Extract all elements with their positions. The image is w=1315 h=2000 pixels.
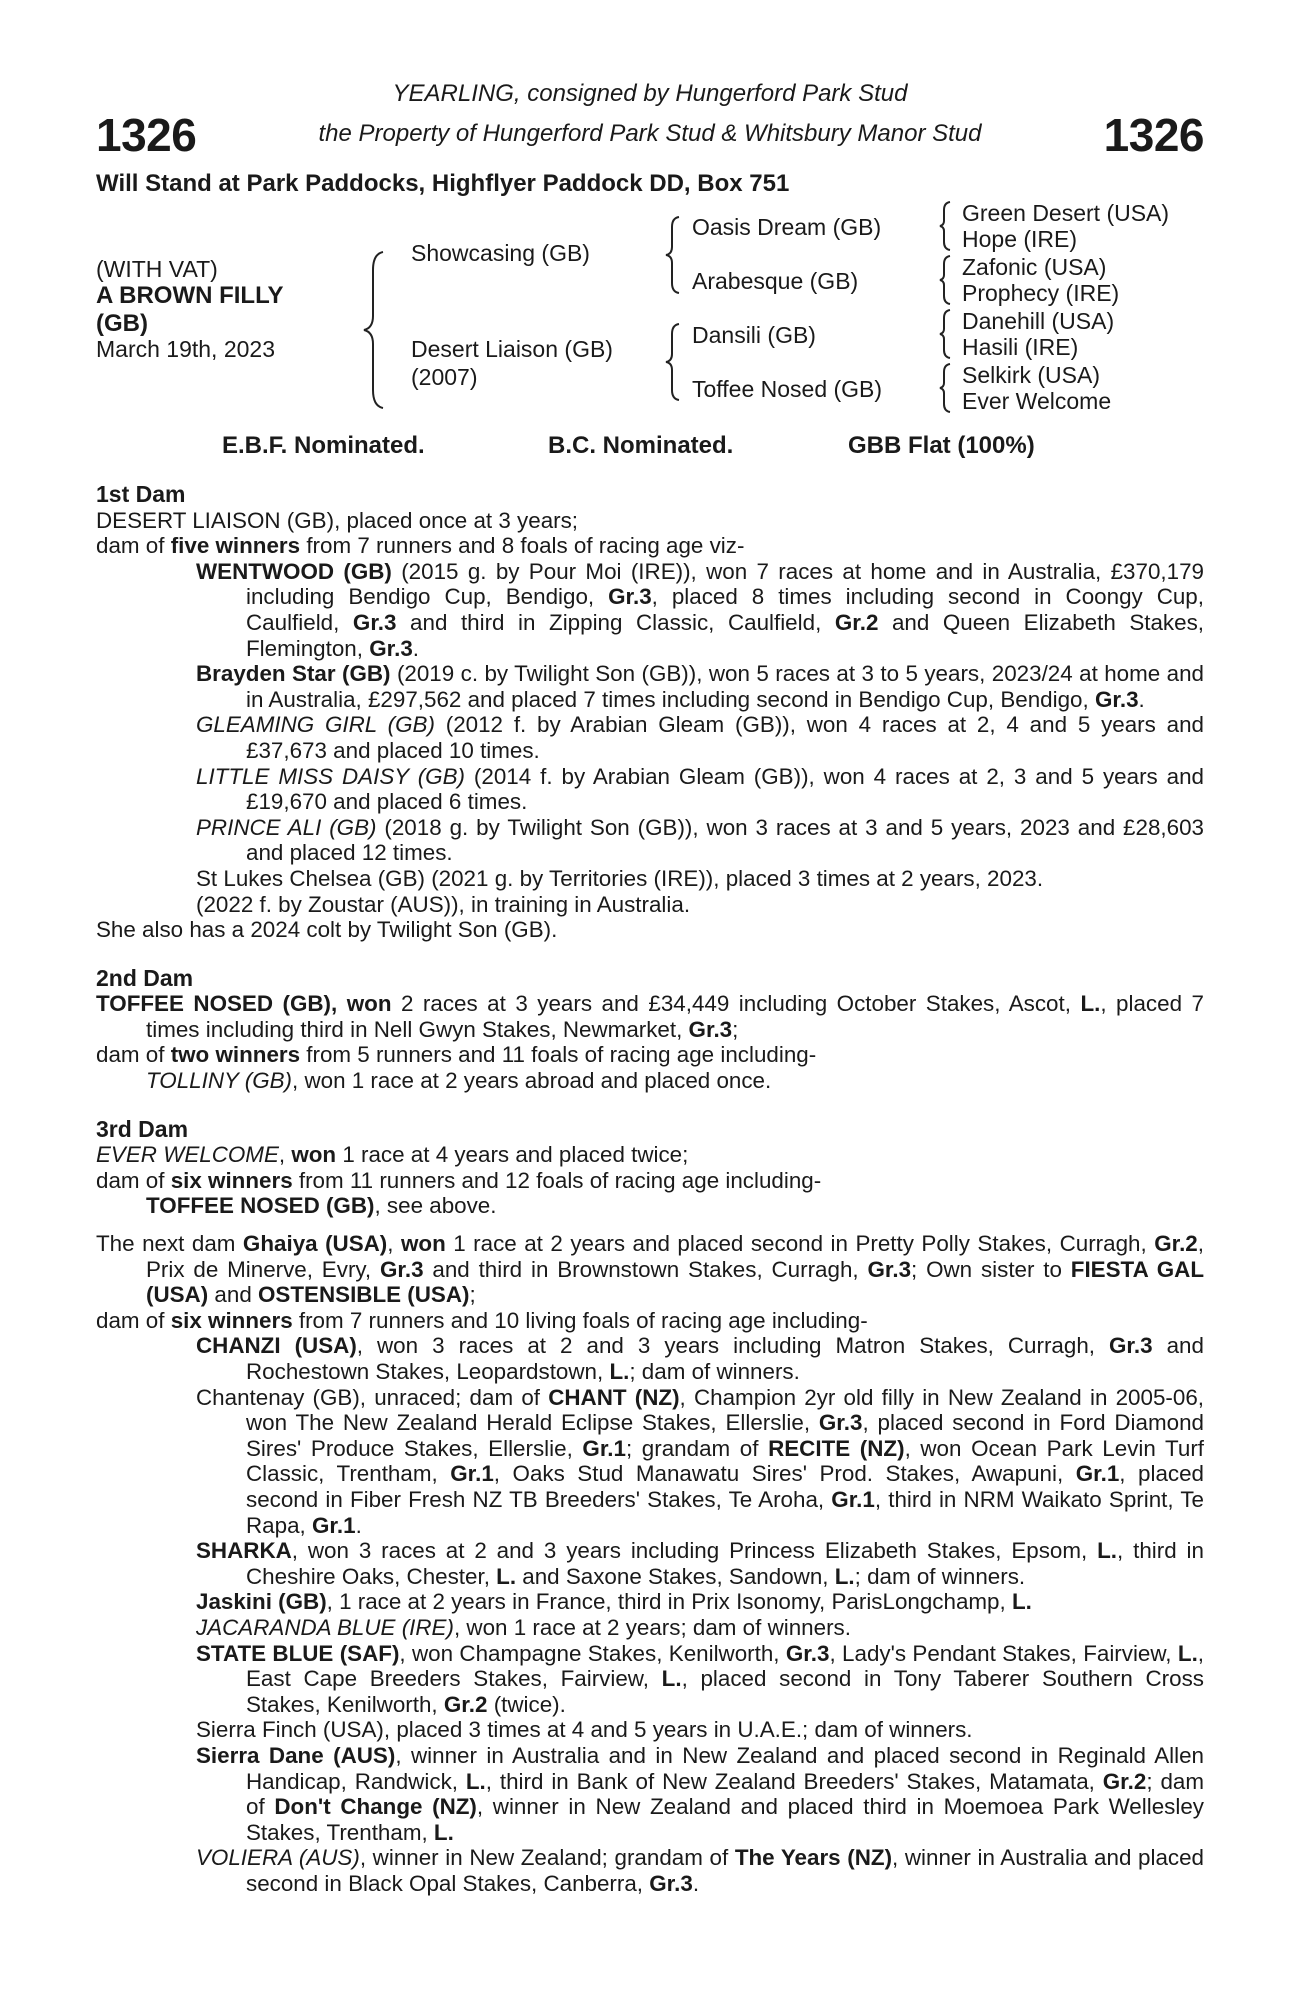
great-grandsire-3: Zafonic (USA) <box>962 254 1107 280</box>
produce-wentwood: WENTWOOD (GB) (2015 g. by Pour Moi (IRE)), won 7 races at home and in Australia, £370,179 including Bendigo Cup, Bendigo, Gr.3, placed 8 times including second in Coongy Cup, Caulfield, Gr.3 and third in Zipping Classic, Caulfield, Gr.2 and Queen Elizabeth Stakes, Flemington, Gr.3. <box>196 558 1204 661</box>
ebf-nomination: E.B.F. Nominated. <box>222 432 425 459</box>
third-dam-heading: 3rd Dam <box>96 1115 189 1142</box>
second-dam-heading: 2nd Dam <box>96 964 194 991</box>
great-grandsire-7: Selkirk (USA) <box>962 362 1101 388</box>
great-grandsire-1: Green Desert (USA) <box>962 200 1170 226</box>
produce-toffee-nosed: TOFFEE NOSED (GB), see above. <box>146 1193 497 1219</box>
consignment-line-1: YEARLING, consigned by Hungerford Park Stud <box>392 80 908 107</box>
brace-dam <box>663 322 683 402</box>
lot-number-left: 1326 <box>96 109 197 161</box>
great-grandsire-5: Danehill (USA) <box>962 308 1115 334</box>
produce-sierra-dane: Sierra Dane (AUS), winner in Australia and in New Zealand and placed second in Reginald Allen Handicap, Randwick, L., third in Bank of New Zealand Breeders' Stakes, Matamata, Gr.2; dam of Don't Change (NZ), winner in New Zealand and placed third in Moemoea Park Wellesley Stakes, Trentham, L. <box>196 1742 1205 1845</box>
dam-dam: Toffee Nosed (GB) <box>692 376 883 402</box>
produce-2024-colt: She also has a 2024 colt by Twilight Son (GB). <box>96 917 558 943</box>
brace-g2 <box>938 254 954 306</box>
produce-little-miss-daisy: LITTLE MISS DAISY (GB) (2014 f. by Arabian Gleam (GB)), won 4 races at 2, 3 and 5 years and £19,670 and placed 6 times. <box>196 763 1205 815</box>
produce-2022-filly: (2022 f. by Zoustar (AUS)), in training in Australia. <box>196 891 691 917</box>
third-dam-line: EVER WELCOME, won 1 race at 4 years and placed twice; <box>96 1142 689 1168</box>
brace-sire <box>663 215 683 295</box>
produce-gleaming-girl: GLEAMING GIRL (GB) (2012 f. by Arabian Gleam (GB)), won 4 races at 2, 4 and 5 years and £37,673 and placed 10 times. <box>196 712 1205 763</box>
foaling-date: March 19th, 2023 <box>96 336 276 362</box>
dam: Desert Liaison (GB) <box>411 336 613 362</box>
next-dam-line: The next dam Ghaiya (USA), won 1 race at 2 years and placed second in Pretty Polly Stakes, Curragh, Gr.2, Prix de Minerve, Evry, Gr.3 and third in Brownstown Stakes, Curragh, Gr.3; Own sister to FIESTA GAL (USA) and OSTENSIBLE (USA); <box>96 1231 1204 1308</box>
consignment-line-2: the Property of Hungerford Park Stud & Whitsbury Manor Stud <box>318 120 982 147</box>
produce-tolliny: TOLLINY (GB), won 1 race at 2 years abroad and placed once. <box>146 1068 772 1094</box>
sire-sire: Oasis Dream (GB) <box>692 214 882 240</box>
next-dam-summary: dam of six winners from 7 runners and 10 living foals of racing age including- <box>96 1307 868 1333</box>
produce-sharka: SHARKA, won 3 races at 2 and 3 years including Princess Elizabeth Stakes, Epsom, L., third in Cheshire Oaks, Chester, L. and Saxone Stakes, Sandown, L.; dam of winners. <box>196 1538 1204 1589</box>
second-dam-line: TOFFEE NOSED (GB), won 2 races at 3 years and £34,449 including October Stakes, Ascot, L., placed 7 times including third in Nell Gwyn Stakes, Newmarket, Gr.3; <box>96 991 1204 1042</box>
produce-state-blue: STATE BLUE (SAF), won Champagne Stakes, Kenilworth, Gr.3, Lady's Pendant Stakes, Fairview, L., East Cape Breeders Stakes, Fairview, L., placed second in Tony Taberer Southern Cross Stakes, Kenilworth, Gr.2 (twice). <box>196 1640 1205 1717</box>
brace-g4 <box>938 362 954 414</box>
first-dam-heading: 1st Dam <box>96 481 186 507</box>
first-dam-summary: dam of five winners from 7 runners and 8 foals of racing age viz- <box>96 533 745 559</box>
dam-sire: Dansili (GB) <box>692 322 816 348</box>
first-dam-line: DESERT LIAISON (GB), placed once at 3 years; <box>96 507 579 533</box>
bc-nomination: B.C. Nominated. <box>548 432 734 459</box>
produce-brayden-star: Brayden Star (GB) (2019 c. by Twilight Son (GB)), won 5 races at 3 to 5 years, 2023/24 at home and in Australia, £297,562 and placed 7 times including second in Bendigo Cup, Bendigo, Gr.3. <box>196 661 1205 712</box>
great-grandsire-6: Hasili (IRE) <box>962 334 1079 360</box>
stand-location: Will Stand at Park Paddocks, Highflyer Paddock DD, Box 751 <box>96 170 790 197</box>
produce-prince-ali: PRINCE ALI (GB) (2018 g. by Twilight Son (GB)), won 3 races at 3 and 5 years, 2023 and £28,603 and placed 12 times. <box>196 814 1204 866</box>
great-grandsire-8: Ever Welcome <box>962 388 1112 414</box>
third-dam-summary: dam of six winners from 11 runners and 12 foals of racing age including- <box>96 1167 822 1193</box>
sire-dam: Arabesque (GB) <box>692 268 859 294</box>
dam-year: (2007) <box>411 364 478 390</box>
produce-jacaranda-blue: JACARANDA BLUE (IRE), won 1 race at 2 years; dam of winners. <box>196 1614 851 1640</box>
produce-record <box>96 482 1204 1896</box>
produce-sierra-finch: Sierra Finch (USA), placed 3 times at 4 and 5 years in U.A.E.; dam of winners. <box>196 1717 973 1743</box>
pedigree-table <box>96 200 1204 420</box>
horse-description-1: A BROWN FILLY <box>96 282 284 309</box>
gbb-flat: GBB Flat (100%) <box>848 432 1035 459</box>
brace-main <box>361 250 391 410</box>
produce-chantenay: Chantenay (GB), unraced; dam of CHANT (NZ), Champion 2yr old filly in New Zealand in 2005-06, won The New Zealand Herald Eclipse Stakes, Ellerslie, Gr.3, placed second in Ford Diamond Sires' Produce Stakes, Ellerslie, Gr.1; grandam of RECITE (NZ), won Ocean Park Levin Turf Classic, Trentham, Gr.1, Oaks Stud Manawatu Sires' Prod. Stakes, Awapuni, Gr.1, placed second in Fiber Fresh NZ TB Breeders' Stakes, Te Aroha, Gr.1, third in NRM Waikato Sprint, Te Rapa, Gr.1. <box>196 1384 1204 1538</box>
vat-note: (WITH VAT) <box>96 256 218 282</box>
brace-g3 <box>938 308 954 360</box>
produce-jaskini: Jaskini (GB), 1 race at 2 years in France, third in Prix Isonomy, ParisLongchamp, L. <box>196 1589 1032 1615</box>
sire: Showcasing (GB) <box>411 240 590 266</box>
horse-description-2: (GB) <box>96 310 148 337</box>
produce-chanzi: CHANZI (USA), won 3 races at 2 and 3 years including Matron Stakes, Curragh, Gr.3 and Rochestown Stakes, Leopardstown, L.; dam of winners. <box>196 1333 1204 1384</box>
brace-g1 <box>938 200 954 252</box>
produce-st-lukes-chelsea: St Lukes Chelsea (GB) (2021 g. by Territories (IRE)), placed 3 times at 2 years, 2023. <box>196 865 1044 891</box>
great-grandsire-4: Prophecy (IRE) <box>962 280 1120 306</box>
lot-number-right: 1326 <box>1103 109 1204 161</box>
great-grandsire-2: Hope (IRE) <box>962 226 1078 252</box>
second-dam-summary: dam of two winners from 5 runners and 11 foals of racing age including- <box>96 1042 817 1068</box>
produce-voliera: VOLIERA (AUS), winner in New Zealand; grandam of The Years (NZ), winner in Australia and placed second in Black Opal Stakes, Canberra, Gr.3. <box>196 1845 1205 1896</box>
